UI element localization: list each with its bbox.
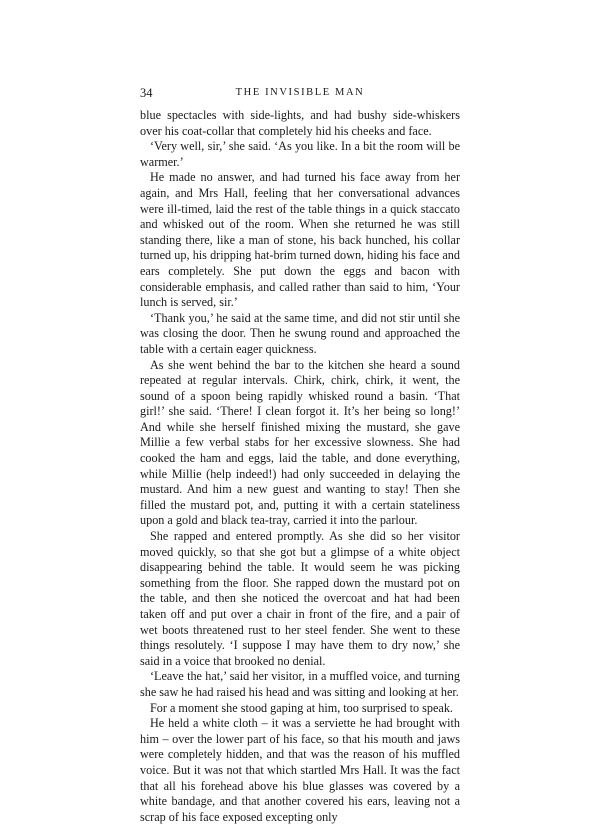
page-header <box>140 86 460 102</box>
paragraph: blue spectacles with side-lights, and had bushy side-whiskers over his coat-collar that completely hid his cheeks and face. <box>140 108 460 138</box>
body-text <box>140 108 460 825</box>
running-title: THE INVISIBLE MAN <box>235 87 365 98</box>
paragraph: He held a white cloth – it was a serviette he had brought with him – over the lower part of his face, so that his mouth and jaws were completely hidden, and that was the reason of his muffled voice. But it was not that which startled Mrs Hall. It was the fact that all his forehead above his blue glasses was covered by a white bandage, and that another covered his ears, leaving not a scrap of his face exposed excepting only <box>140 716 460 824</box>
page-number: 34 <box>140 86 153 100</box>
paragraph: ‘Thank you,’ he said at the same time, and did not stir until she was closing the door. Then he swung round and approached the table with a certain eager quickness. <box>140 310 460 356</box>
paragraph: ‘Leave the hat,’ said her visitor, in a muffled voice, and turning she saw he had raised his head and was sitting and looking at her. <box>140 669 460 699</box>
paragraph: ‘Very well, sir,’ she said. ‘As you like. In a bit the room will be warmer.’ <box>140 139 460 169</box>
paragraph: She rapped and entered promptly. As she did so her visitor moved quickly, so that she got but a glimpse of a white object disappearing behind the table. It would seem he was picking something from the floor. She rapped down the mustard pot on the table, and then she noticed the overcoat and hat had been taken off and put over a chair in front of the fire, and a pair of wet boots threatened rust to her steel fender. She went to these things resolutely. ‘I suppose I may have them to dry now,’ she said in a voice that brooked no denial. <box>140 529 460 668</box>
paragraph: As she went behind the bar to the kitchen she heard a sound repeated at regular intervals. Chirk, chirk, chirk, it went, the sound of a spoon being rapidly whisked round a basin. ‘That girl!’ she said. ‘There! I clean forgot it. It’s her being so long!’ And while she herself finished mixing the mustard, she gave Millie a few verbal stabs for her excessive slowness. She had cooked the ham and eggs, laid the table, and done everything, while Millie (help indeed!) had only succeeded in delaying the mustard. And him a new guest and wanting to stay! Then she filled the mustard pot, and, putting it with a certain stateliness upon a gold and black tea-tray, carried it into the parlour. <box>140 357 460 528</box>
paragraph: He made no answer, and had turned his face away from her again, and Mrs Hall, feeling that her conversational advances were ill-timed, laid the rest of the table things in a quick staccato and whisked out of the room. When she returned he was still standing there, like a man of stone, his back hunched, his collar turned up, his dripping hat-brim turned down, hiding his face and ears completely. She put down the eggs and bacon with considerable emphasis, and called rather than said to him, ‘Your lunch is served, sir.’ <box>140 170 460 310</box>
paragraph: For a moment she stood gaping at him, too surprised to speak. <box>150 700 453 715</box>
